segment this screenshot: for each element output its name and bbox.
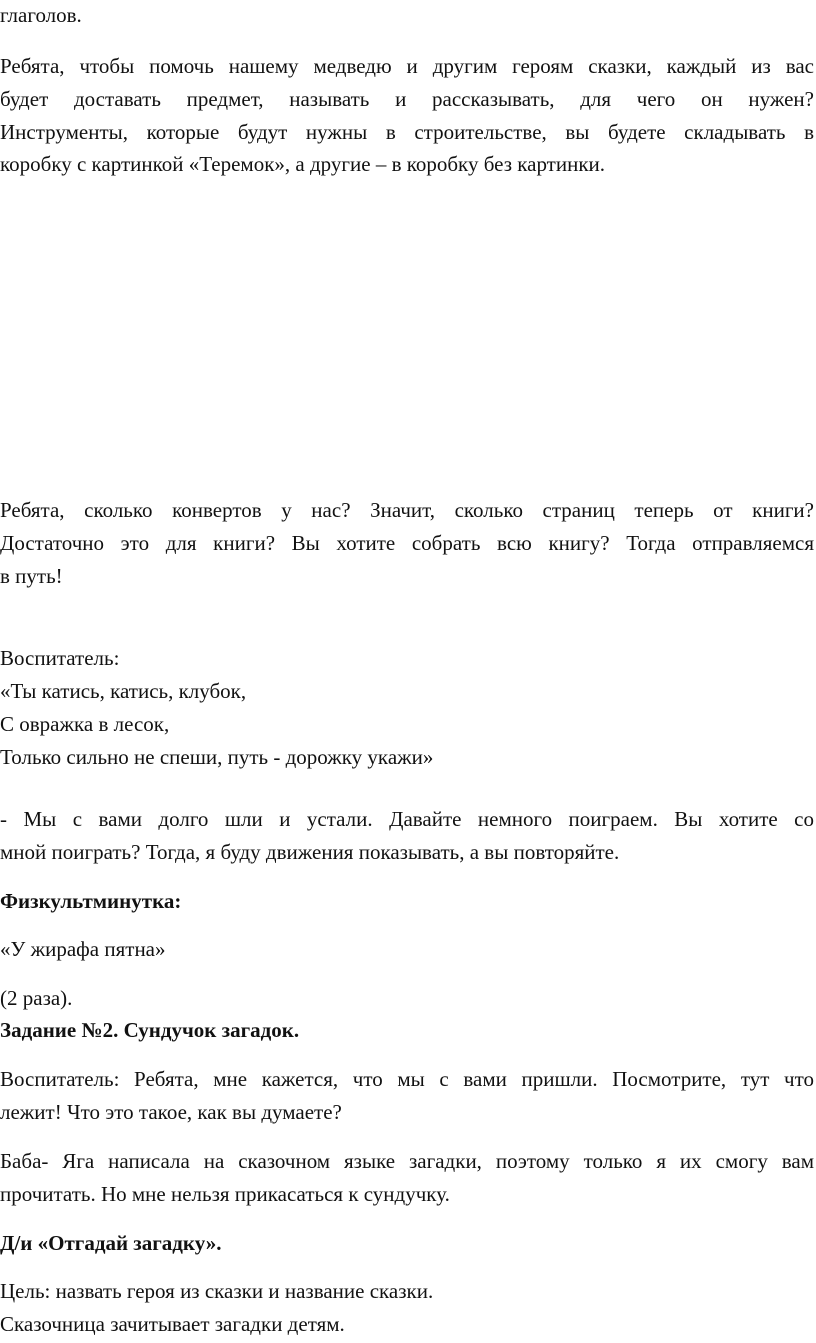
- speaker-label: Воспитатель:: [0, 646, 120, 670]
- text-line: в путь!: [0, 564, 63, 588]
- text-line: - Мы с вами долго шли и устали. Давайте немного поиграем. Вы хотите со: [0, 807, 814, 831]
- poem-line: С овражка в лесок,: [0, 712, 170, 736]
- poem-line: Только сильно не спеши, путь - дорожку укажи»: [0, 745, 434, 769]
- text-line: Воспитатель: Ребята, мне кажется, что мы с вами пришли. Посмотрите, тут что: [0, 1067, 814, 1091]
- text-line: Сказочница зачитывает загадки детям.: [0, 1312, 345, 1336]
- text-line: Достаточно это для книги? Вы хотите собрать всю книгу? Тогда отправляемся: [0, 531, 814, 555]
- text-line: Ребята, сколько конвертов у нас? Значит, сколько страниц теперь от книги?: [0, 498, 814, 522]
- text-line: коробку с картинкой «Теремок», а другие – в коробку без картинки.: [0, 152, 606, 176]
- text-line: (2 раза).: [0, 986, 73, 1010]
- text-line: лежит! Что это такое, как вы думаете?: [0, 1100, 342, 1124]
- text-line: «У жирафа пятна»: [0, 937, 166, 961]
- text-line: Баба- Яга написала на сказочном языке загадки, поэтому только я их смогу вам: [0, 1149, 814, 1173]
- text-line: глаголов.: [0, 3, 82, 27]
- text-line: будет доставать предмет, называть и рассказывать, для чего он нужен?: [0, 87, 814, 111]
- section-heading: Физкультминутка:: [0, 889, 182, 913]
- poem-line: «Ты катись, катись, клубок,: [0, 679, 247, 703]
- text-line: Инструменты, которые будут нужны в строительстве, вы будете складывать в: [0, 120, 814, 144]
- section-heading: Д/и «Отгадай загадку».: [0, 1231, 222, 1255]
- text-line: Цель: назвать героя из сказки и название сказки.: [0, 1279, 434, 1303]
- text-line: мной поиграть? Тогда, я буду движения показывать, а вы повторяйте.: [0, 840, 620, 864]
- text-line: Ребята, чтобы помочь нашему медведю и другим героям сказки, каждый из вас: [0, 54, 814, 78]
- section-heading: Задание №2. Сундучок загадок.: [0, 1018, 300, 1042]
- text-line: прочитать. Но мне нельзя прикасаться к сундучку.: [0, 1182, 450, 1206]
